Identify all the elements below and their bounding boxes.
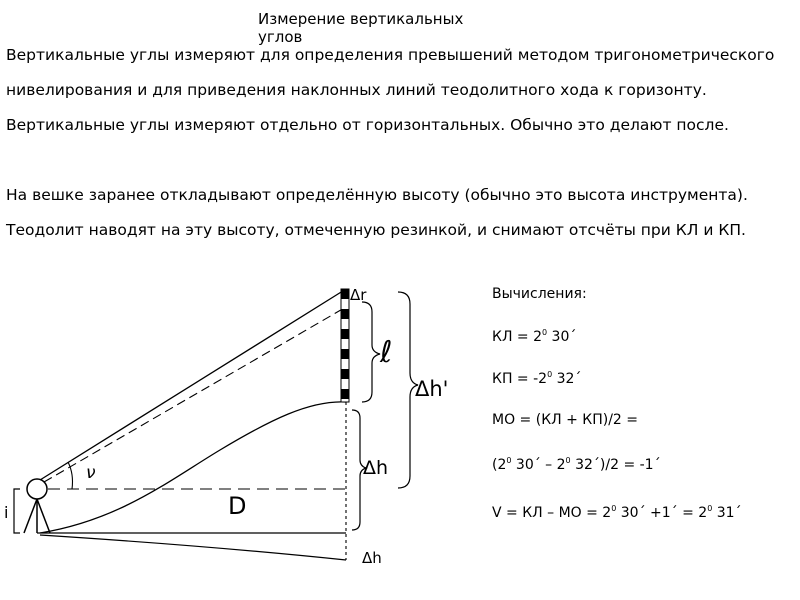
label-delta-h-bottom: Δh bbox=[362, 549, 382, 567]
calc-mo-value: ($2^0$ 30´ – $2^0$ 32´)/2 = -1´ bbox=[492, 456, 661, 473]
label-delta-r: Δr bbox=[350, 286, 367, 304]
calc-mo: МО = (КЛ + КП)/2 = bbox=[492, 412, 639, 428]
instrument-height-bracket bbox=[14, 489, 20, 533]
label-D: D bbox=[228, 492, 247, 520]
slide-title: Измерение вертикальных углов bbox=[258, 10, 464, 46]
label-l: ℓ bbox=[380, 335, 393, 370]
label-i: i bbox=[4, 503, 9, 522]
line-of-sight bbox=[40, 289, 346, 480]
sight-to-target-dashed bbox=[44, 307, 346, 482]
earth-curvature-line bbox=[40, 535, 346, 560]
bracket-l bbox=[362, 302, 380, 402]
calc-kp: КП = $-2^0$ 32´ bbox=[492, 370, 582, 387]
calc-kl: КЛ = $2^0$ 30´ bbox=[492, 328, 577, 345]
tripod-leg-left bbox=[24, 499, 37, 533]
label-delta-h: Δh bbox=[363, 457, 389, 479]
calc-heading: Вычисления: bbox=[492, 286, 587, 302]
label-delta-h-prime: Δh' bbox=[415, 377, 449, 401]
paragraph-purpose: Вертикальные углы измеряют для определения превышений методом тригонометрического нивелирования и для приведения наклонных линий теодолитного хода к горизонту. Вертикальные углы измеряют отдельно от горизонтальных. Обычно это делают после. bbox=[6, 46, 775, 134]
paragraph-procedure: На вешке заранее откладывают определённую высоту (обычно это высота инструмента). Теодолит наводят на эту высоту, отмеченную резинкой, и снимают отсчёты при КЛ и КП. bbox=[6, 186, 748, 239]
tripod-leg-right bbox=[37, 499, 50, 533]
calc-v: V = КЛ – МО = $2^0$ 30´ +1´ = $2^0$ 31´ bbox=[492, 504, 742, 521]
label-nu: ν bbox=[86, 463, 96, 483]
leveling-rod bbox=[341, 289, 349, 402]
